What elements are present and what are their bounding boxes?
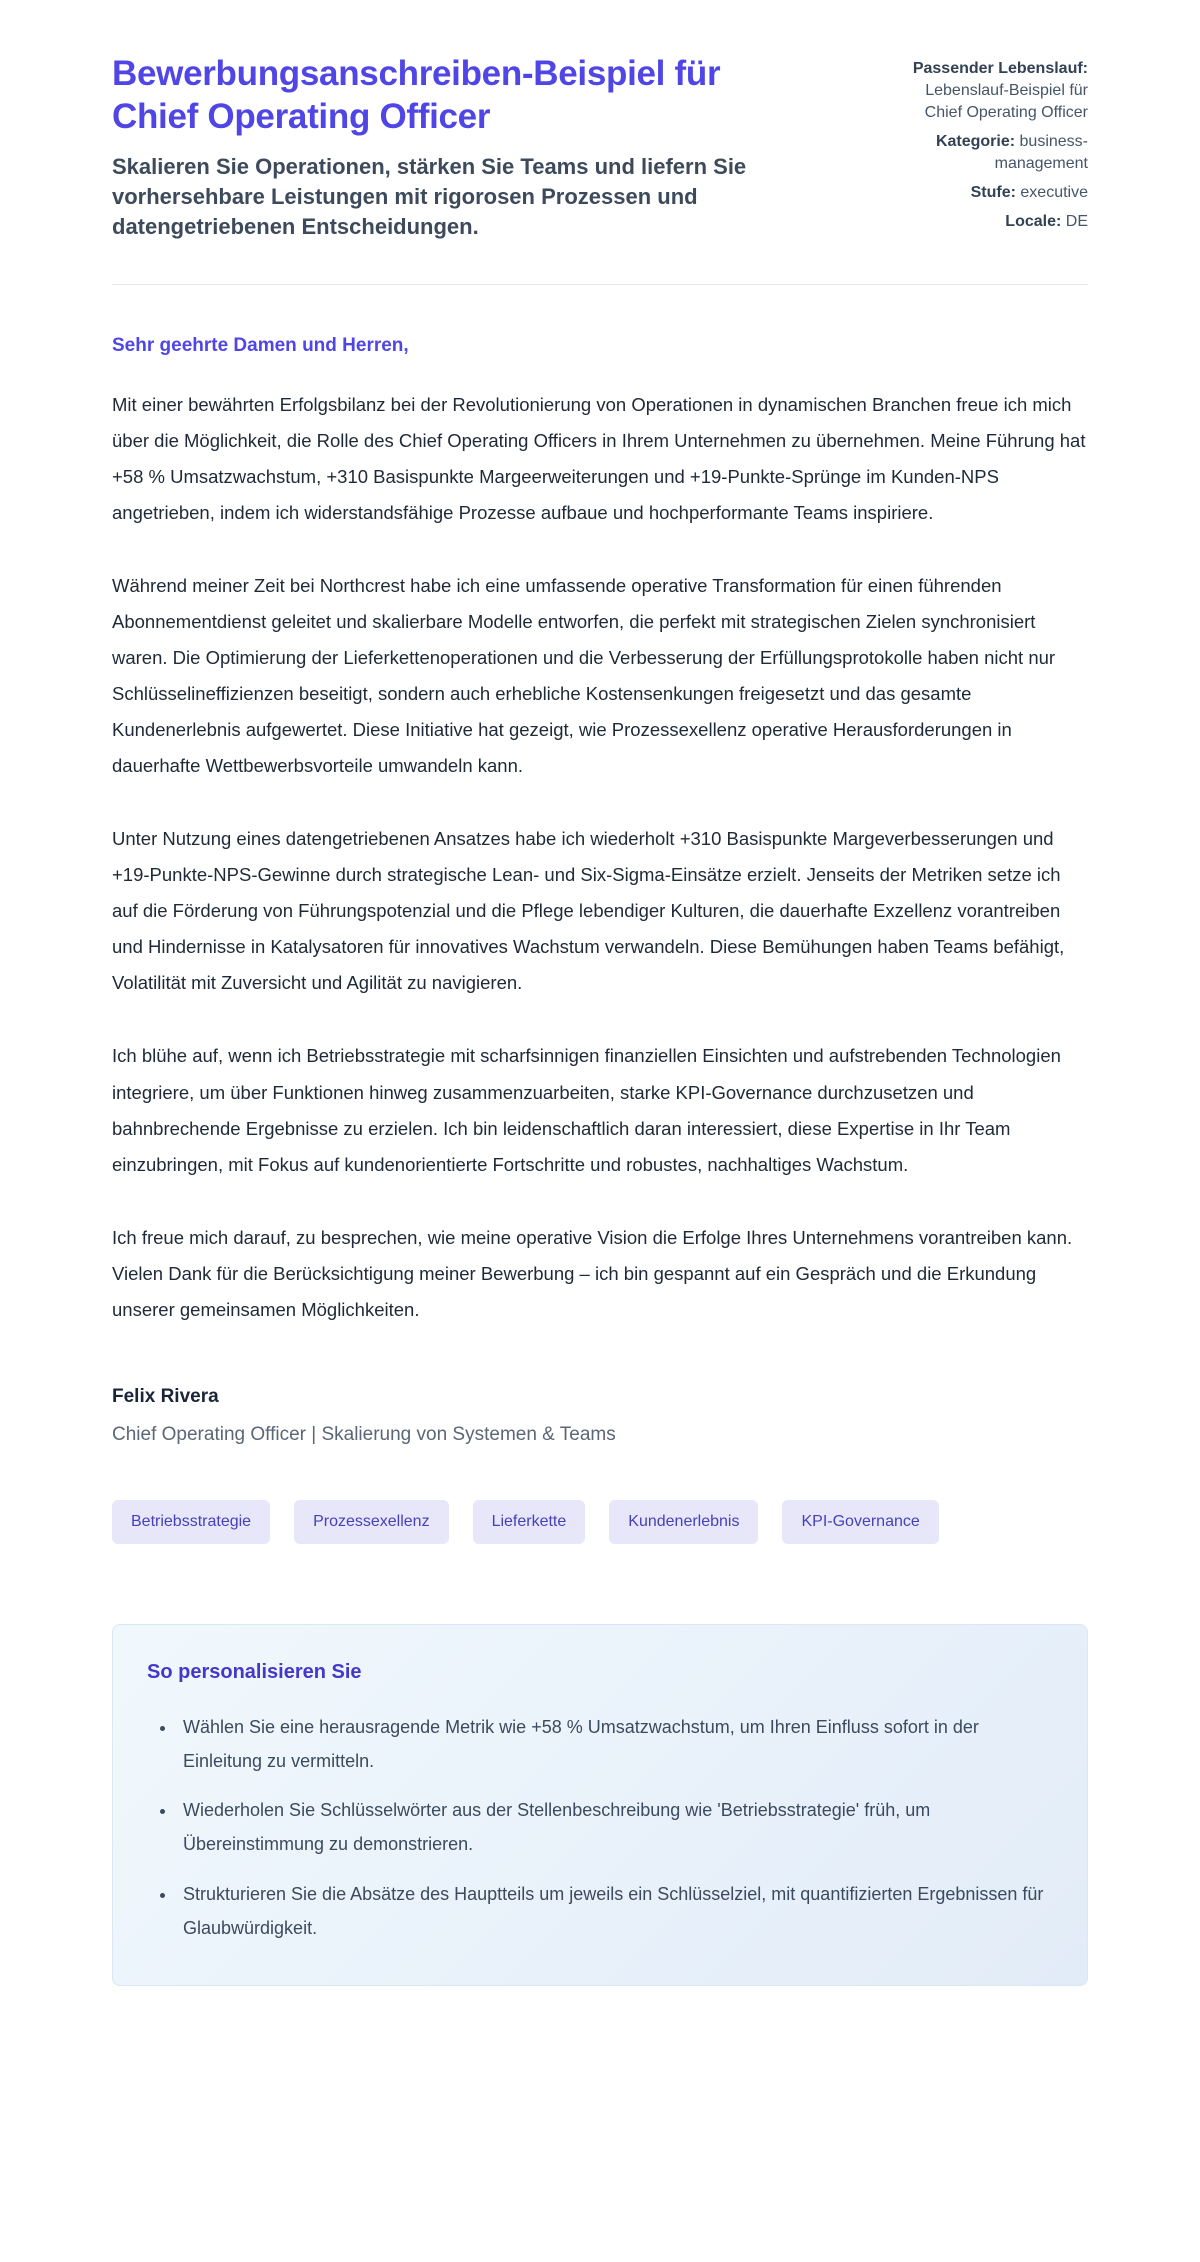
meta-locale [888, 211, 1088, 233]
callout-tip: • Strukturieren Sie die Absätze des Hauptteils um jeweils ein Schlüsselziel, mit quantifizierten Ergebnissen für Glaubwürdigkeit. [177, 1877, 1053, 1945]
callout-tips-list [147, 1710, 1053, 1945]
meta-level-label: Stufe: [970, 184, 1016, 202]
meta-matching-resume [888, 58, 1088, 124]
signature-role: Chief Operating Officer | Skalierung von Systemen & Teams [112, 1423, 616, 1445]
personalization-callout [112, 1624, 1088, 1986]
page-title: Bewerbungsanschreiben-Beispiel für Chief Operating Officer [112, 54, 721, 137]
signature-name: Felix Rivera [112, 1385, 219, 1407]
letter-paragraph: Ich blühe auf, wenn ich Betriebsstrategie mit scharfsinnigen finanziellen Einsichten und aufstrebenden Technologien integriere, um über Funktionen hinweg zusammenzuarbeiten, starke KPI-Governance durchzusetzen und bahnbrechende Ergebnisse zu erzielen. Ich bin leidenschaftlich daran interessiert, diese Expertise in Ihr Team einzubringen, mit Fokus auf kundenorientierte Fortschritte und robustes, nachhaltiges Wachstum. [112, 1045, 1061, 1175]
letter-paragraph: Während meiner Zeit bei Northcrest habe ich eine umfassende operative Transformation für einen führenden Abonnementdienst geleitet und skalierbare Modelle entworfen, die perfekt mit strategischen Zielen synchronisiert waren. Die Optimierung der Lieferkettenoperationen und die Verbesserung der Erfüllungsprotokolle haben nicht nur Schlüsselineffizienzen beseitigt, sondern auch erhebliche Kostensenkungen freigesetzt und das gesamte Kundenerlebnis aufgewertet. Diese Initiative hat gezeigt, wie Prozessexellenz operative Herausforderungen in dauerhafte Wettbewerbsvorteile umwandeln kann. [112, 574, 1056, 777]
callout-tip: • Wählen Sie eine herausragende Metrik wie +58 % Umsatzwachstum, um Ihren Einfluss sofort in der Einleitung zu vermitteln. [177, 1710, 1053, 1778]
meta-level-value: executive [1020, 184, 1088, 202]
letter-body [112, 335, 1088, 1987]
letter-paragraph: Ich freue mich darauf, zu besprechen, wie meine operative Vision die Erfolge Ihres Unternehmens vorantreiben kann. Vielen Dank für die Berücksichtigung meiner Bewerbung – ich bin gespannt auf ein Gespräch und die Erkundung unserer gemeinsamen Möglichkeiten. [112, 1226, 1073, 1320]
page-header [112, 52, 1088, 242]
skill-chip: Prozessexellenz [294, 1500, 449, 1544]
meta-locale-label: Locale: [1005, 213, 1062, 231]
signature-block [112, 1386, 1088, 1446]
cover-letter-page [88, 0, 1112, 2056]
letter-paragraphs [112, 387, 1088, 1328]
callout-tip: • Wiederholen Sie Schlüsselwörter aus der Stellenbeschreibung wie 'Betriebsstrategie' früh, um Übereinstimmung zu demonstrieren. [177, 1793, 1053, 1861]
meta-category-value: business-management [994, 133, 1088, 173]
meta-locale-value: DE [1065, 213, 1088, 231]
meta-panel [888, 52, 1088, 241]
skill-chips [112, 1500, 1088, 1544]
skill-chip: KPI-Governance [782, 1500, 938, 1544]
meta-matching-resume-value: Lebenslauf-Beispiel für Chief Operating Officer [924, 82, 1088, 122]
meta-matching-resume-label: Passender Lebenslauf: [912, 60, 1088, 77]
skill-chip: Kundenerlebnis [609, 1500, 758, 1544]
page-subtitle: Skalieren Sie Operationen, stärken Sie Teams und liefern Sie vorhersehbare Leistungen mit rigorosen Prozessen und datengetriebenen Entscheidungen. [112, 153, 747, 239]
meta-category-label: Kategorie: [935, 133, 1016, 151]
greeting: Sehr geehrte Damen und Herren, [112, 334, 409, 356]
callout-title: So personalisieren Sie [147, 1660, 362, 1683]
letter-paragraph: Mit einer bewährten Erfolgsbilanz bei der Revolutionierung von Operationen in dynamischen Branchen freue ich mich über die Möglichkeit, die Rolle des Chief Operating Officers in Ihrem Unternehmen zu übernehmen. Meine Führung hat +58 % Umsatzwachstum, +310 Basispunkte Margeerweiterungen und +19-Punkte-Sprünge im Kunden-NPS angetrieben, indem ich widerstandsfähige Prozesse aufbaue und hochperformante Teams inspiriere. [112, 393, 1086, 523]
header-title-block [112, 52, 774, 242]
letter-paragraph: Unter Nutzung eines datengetriebenen Ansatzes habe ich wiederholt +310 Basispunkte Margeverbesserungen und +19-Punkte-NPS-Gewinne durch strategische Lean- und Six-Sigma-Einsätze erzielt. Jenseits der Metriken setze ich auf die Förderung von Führungspotenzial und die Pflege lebendiger Kulturen, die dauerhafte Exzellenz vorantreiben und Hindernisse in Katalysatoren für innovatives Wachstum verwandeln. Diese Bemühungen haben Teams befähigt, Volatilität mit Zuversicht und Agilität zu navigieren. [112, 828, 1065, 994]
meta-level [888, 182, 1088, 204]
skill-chip: Lieferkette [473, 1500, 586, 1544]
skill-chip: Betriebsstrategie [112, 1500, 270, 1544]
header-divider [112, 284, 1088, 285]
meta-category [888, 131, 1088, 175]
